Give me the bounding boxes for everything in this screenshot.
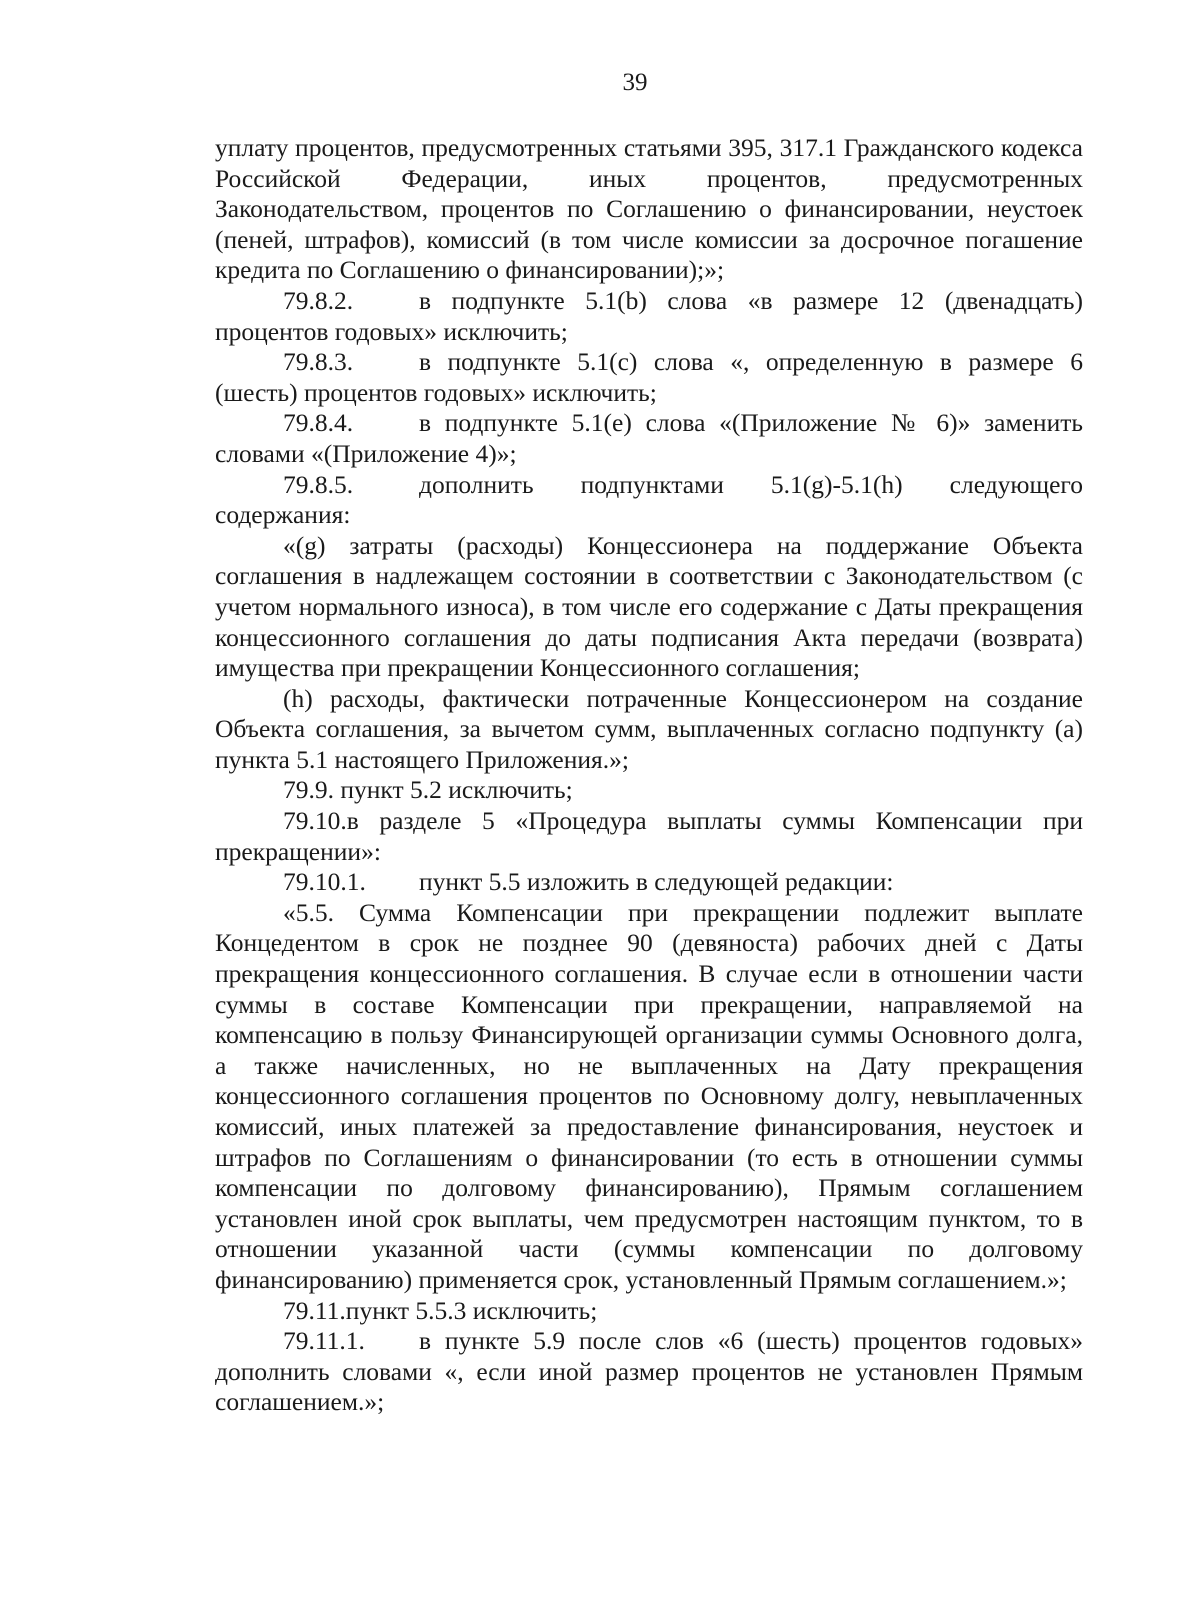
paragraph-79-8-4 — [215, 408, 1083, 469]
paragraph-79-8-2 — [215, 286, 1083, 347]
clause-text: в пункте 5.9 после слов «6 (шесть) процентов годовых» дополнить словами «, если иной размер процентов не установлен Прямым соглашением.»; — [215, 1326, 1083, 1417]
paragraph-quote-g: «(g) затраты (расходы) Концессионера на поддержание Объекта соглашения в надлежащем состоянии в соответствии с Законодательством (с учетом нормального износа), в том числе его содержание с Даты прекращения концессионного соглашения до даты подписания Акта передачи (возврата) имущества при прекращении Концессионного соглашения; — [215, 530, 1083, 683]
paragraph-79-11-1 — [215, 1326, 1083, 1418]
paragraph-79-10: 79.10.в разделе 5 «Процедура выплаты суммы Компенсации при прекращении»: — [215, 806, 1083, 866]
clause-text: дополнить подпунктами 5.1(g)-5.1(h) следующего содержания: — [215, 469, 1083, 530]
page-number: 39 — [622, 69, 648, 96]
paragraph-79-10-1 — [215, 867, 1083, 898]
clause-number: 79.8.3. — [283, 347, 354, 377]
clause-number: 79.8.4. — [283, 408, 354, 438]
paragraph-79-8-3 — [215, 347, 1083, 408]
clause-text: пункт 5.5 изложить в следующей редакции: — [419, 867, 894, 897]
paragraph-79-9: 79.9. пункт 5.2 исключить; — [283, 775, 573, 805]
clause-number: 79.8.5. — [283, 469, 354, 499]
clause-text: в подпункте 5.1(е) слова «(Приложение № 6)» заменить словами «(Приложение 4)»; — [215, 408, 1083, 468]
paragraph-quote-5-5: «5.5. Сумма Компенсации при прекращении подлежит выплате Концедентом в срок не позднее 90 (девяноста) рабочих дней с Даты прекращения концессионного соглашения. В случае если в отношении части суммы в составе Компенсации при прекращении, направляемой на компенсацию в пользу Финансирующей организации суммы Основного долга, а также начисленных, но не выплаченных на Дату прекращения концессионного соглашения процентов по Основному долгу, невыплаченных комиссий, иных платежей за предоставление финансирования, неустоек и штрафов по Соглашениям о финансировании (то есть в отношении суммы компенсации по долговому финансированию), Прямым соглашением установлен иной срок выплаты, чем предусмотрен настоящим пунктом, то в отношении указанной части (суммы компенсации по долговому финансированию) применяется срок, установленный Прямым соглашением.»; — [215, 897, 1083, 1294]
paragraph-79-8-5 — [215, 470, 1083, 531]
document-body — [215, 133, 1083, 1418]
clause-number: 79.10.1. — [283, 867, 366, 897]
paragraph-79-11: 79.11.пункт 5.5.3 исключить; — [283, 1295, 598, 1325]
clause-text: в подпункте 5.1(с) слова «, определенную в размере 6 (шесть) процентов годовых» исключить; — [215, 347, 1083, 407]
clause-number: 79.8.2. — [283, 285, 354, 315]
clause-number: 79.11.1. — [283, 1326, 365, 1356]
clause-text: в подпункте 5.1(b) слова «в размере 12 (двенадцать) процентов годовых» исключить; — [215, 285, 1083, 346]
paragraph-quote-h: (h) расходы, фактически потраченные Концессионером на создание Объекта соглашения, за вычетом сумм, выплаченных согласно подпункту (а) пункта 5.1 настоящего Приложения.»; — [215, 683, 1083, 774]
paragraph-continuation: уплату процентов, предусмотренных статьями 395, 317.1 Гражданского кодекса Российской Федерации, иных процентов, предусмотренных Законодательством, процентов по Соглашению о финансировании, неустоек (пеней, штрафов), комиссий (в том числе комиссии за досрочное погашение кредита по Соглашению о финансировании);»; — [215, 133, 1083, 285]
